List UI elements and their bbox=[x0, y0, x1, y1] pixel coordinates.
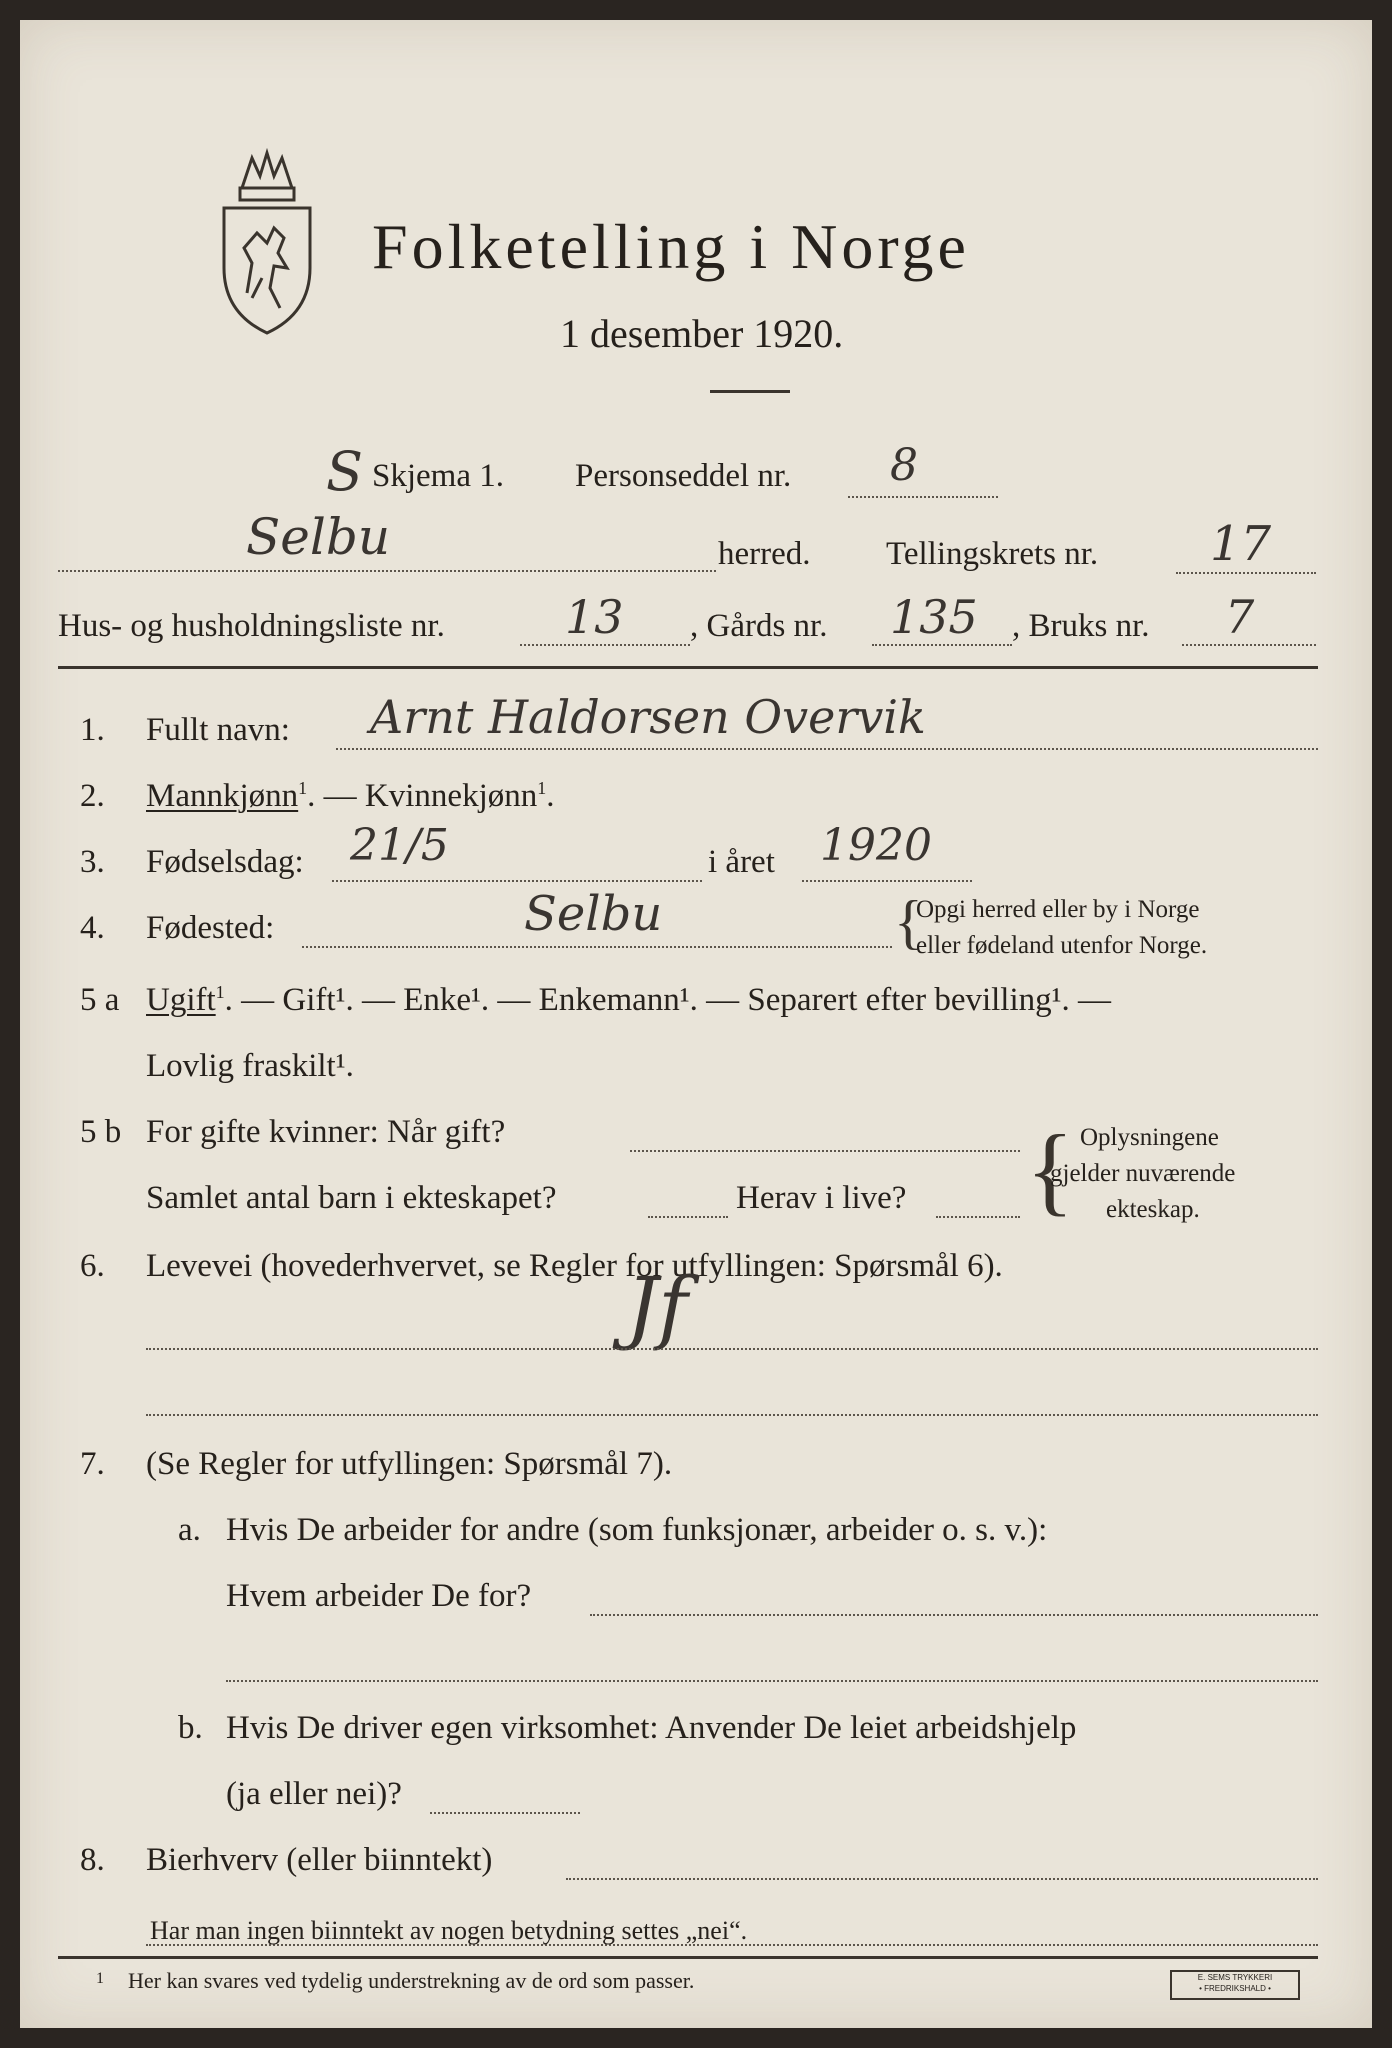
gender-male-option[interactable]: Mannkjønn bbox=[146, 778, 299, 814]
herred-value[interactable]: Selbu bbox=[246, 508, 391, 566]
q7a-letter: a. bbox=[178, 1512, 201, 1548]
herred-line bbox=[58, 570, 716, 572]
q1-label: Fullt navn: bbox=[146, 712, 290, 748]
q8-note: Har man ingen biinntekt av nogen betydning settes „nei“. bbox=[150, 1916, 748, 1945]
bruks-value[interactable]: 7 bbox=[1225, 590, 1255, 644]
gards-value[interactable]: 135 bbox=[890, 590, 978, 644]
q7b-line1: Hvis De driver egen virksomhet: Anvender De leiet arbeidshjelp bbox=[226, 1710, 1077, 1746]
birthplace-value[interactable]: Selbu bbox=[524, 886, 663, 942]
marital-unmarried-option[interactable]: Ugift bbox=[146, 982, 216, 1018]
occupation-value[interactable]: Jf bbox=[626, 1260, 688, 1353]
page-title: Folketelling i Norge bbox=[372, 211, 970, 282]
q5b-note-line2: gjelder nuværende bbox=[1050, 1160, 1236, 1187]
personseddel-value[interactable]: 8 bbox=[890, 440, 918, 491]
q5b-children-total: Samlet antal barn i ekteskapet? bbox=[146, 1180, 557, 1216]
q7a-line1: Hvis De arbeider for andre (som funksjonær, arbeider o. s. v.): bbox=[226, 1512, 1048, 1548]
husliste-value[interactable]: 13 bbox=[565, 590, 624, 644]
q5b-children-line bbox=[648, 1216, 728, 1218]
gender-female-option[interactable]: Kvinnekjønn bbox=[364, 778, 538, 814]
q3-year-line bbox=[802, 880, 972, 882]
q6-number: 6. bbox=[80, 1248, 105, 1284]
printer-stamp bbox=[1170, 1970, 1300, 2000]
birth-year-value[interactable]: 1920 bbox=[820, 820, 932, 871]
q4-note-line1: Opgi herred eller by i Norge bbox=[916, 896, 1200, 923]
q6-line2 bbox=[146, 1414, 1318, 1416]
q2-number: 2. bbox=[80, 778, 105, 814]
printer-stamp-line2: • FREDRIKSHALD • bbox=[1199, 1984, 1271, 1993]
q4-line bbox=[302, 946, 892, 948]
q7-label: (Se Regler for utfyllingen: Spørsmål 7). bbox=[146, 1446, 673, 1482]
gards-label: , Gårds nr. bbox=[690, 608, 828, 644]
q5b-note-line3: ekteskap. bbox=[1106, 1196, 1200, 1223]
tellingskrets-label: Tellingskrets nr. bbox=[886, 536, 1099, 572]
q3-year-label: i året bbox=[708, 844, 775, 880]
bruks-line bbox=[1182, 644, 1316, 646]
q5b-number: 5 b bbox=[80, 1114, 122, 1150]
marital-options: Ugift$^1$. — Gift¹. — Enke¹. — Enkemann¹. — Separert efter bevilling¹. — bbox=[146, 982, 1112, 1018]
q5b-note-line1: Oplysningene bbox=[1080, 1124, 1219, 1151]
husliste-line bbox=[520, 644, 690, 646]
bruks-label: , Bruks nr. bbox=[1012, 608, 1150, 644]
q5b-alive-line bbox=[936, 1216, 1020, 1218]
q4-note-line2: eller fødeland utenfor Norge. bbox=[916, 932, 1208, 959]
q4-brace: { bbox=[894, 889, 923, 955]
personseddel-line bbox=[848, 496, 998, 498]
q1-line bbox=[336, 748, 1318, 750]
q3-number: 3. bbox=[80, 844, 105, 880]
norway-coat-of-arms-icon bbox=[212, 148, 322, 338]
full-name-value[interactable]: Arnt Haldorsen Overvik bbox=[370, 690, 926, 744]
personseddel-label: Personseddel nr. bbox=[575, 458, 792, 494]
footnote-mark: 1 bbox=[96, 1970, 104, 1987]
gender-options: Mannkjønn$^1$. — Kvinnekjønn$^1$. bbox=[146, 778, 555, 814]
q5b-children-alive: Herav i live? bbox=[736, 1180, 907, 1216]
skjema-label: Skjema 1. bbox=[372, 458, 504, 494]
q7a-line2: Hvem arbeider De for? bbox=[226, 1578, 532, 1614]
q1-number: 1. bbox=[80, 712, 105, 748]
census-form-page bbox=[20, 20, 1372, 2028]
q6-label: Levevei (hovederhvervet, se Regler for utfyllingen: Spørsmål 6). bbox=[146, 1248, 1003, 1284]
herred-label: herred. bbox=[718, 536, 811, 572]
q7a-answer-line2 bbox=[226, 1680, 1318, 1682]
q5b-married-line bbox=[630, 1150, 1020, 1152]
tellingskrets-line bbox=[1176, 572, 1316, 574]
title-divider bbox=[710, 390, 790, 393]
tellingskrets-value[interactable]: 17 bbox=[1210, 516, 1272, 572]
header-divider bbox=[58, 666, 1318, 669]
handwritten-flourish: S bbox=[326, 440, 363, 503]
census-date: 1 desember 1920. bbox=[560, 311, 844, 356]
q8-number: 8. bbox=[80, 1842, 105, 1878]
q3-label: Fødselsdag: bbox=[146, 844, 304, 880]
q4-label: Fødested: bbox=[146, 910, 275, 946]
q5b-married-when: For gifte kvinner: Når gift? bbox=[146, 1114, 506, 1150]
q5a-number: 5 a bbox=[80, 982, 120, 1018]
q7b-answer-line bbox=[430, 1812, 580, 1814]
footer-divider bbox=[58, 1956, 1318, 1959]
q7-number: 7. bbox=[80, 1446, 105, 1482]
q4-number: 4. bbox=[80, 910, 105, 946]
q8-label: Bierhverv (eller biinntekt) bbox=[146, 1842, 493, 1878]
marital-divorced-option[interactable]: Lovlig fraskilt¹. bbox=[146, 1048, 354, 1084]
printer-stamp-line1: E. SEMS TRYKKERI bbox=[1197, 1973, 1273, 1982]
q3-line bbox=[332, 880, 702, 882]
footnote-text: Her kan svares ved tydelig understrekning av de ord som passer. bbox=[128, 1968, 695, 1993]
q5b-brace: { bbox=[1026, 1114, 1074, 1225]
husliste-label: Hus- og husholdningsliste nr. bbox=[58, 608, 445, 644]
q8-answer-line bbox=[566, 1878, 1318, 1880]
q6-line1 bbox=[146, 1348, 1318, 1350]
birthdate-value[interactable]: 21/5 bbox=[350, 820, 449, 871]
q7b-line2: (ja eller nei)? bbox=[226, 1776, 402, 1812]
gards-line bbox=[872, 644, 1012, 646]
q7b-letter: b. bbox=[178, 1710, 203, 1746]
q7a-answer-line bbox=[590, 1614, 1318, 1616]
